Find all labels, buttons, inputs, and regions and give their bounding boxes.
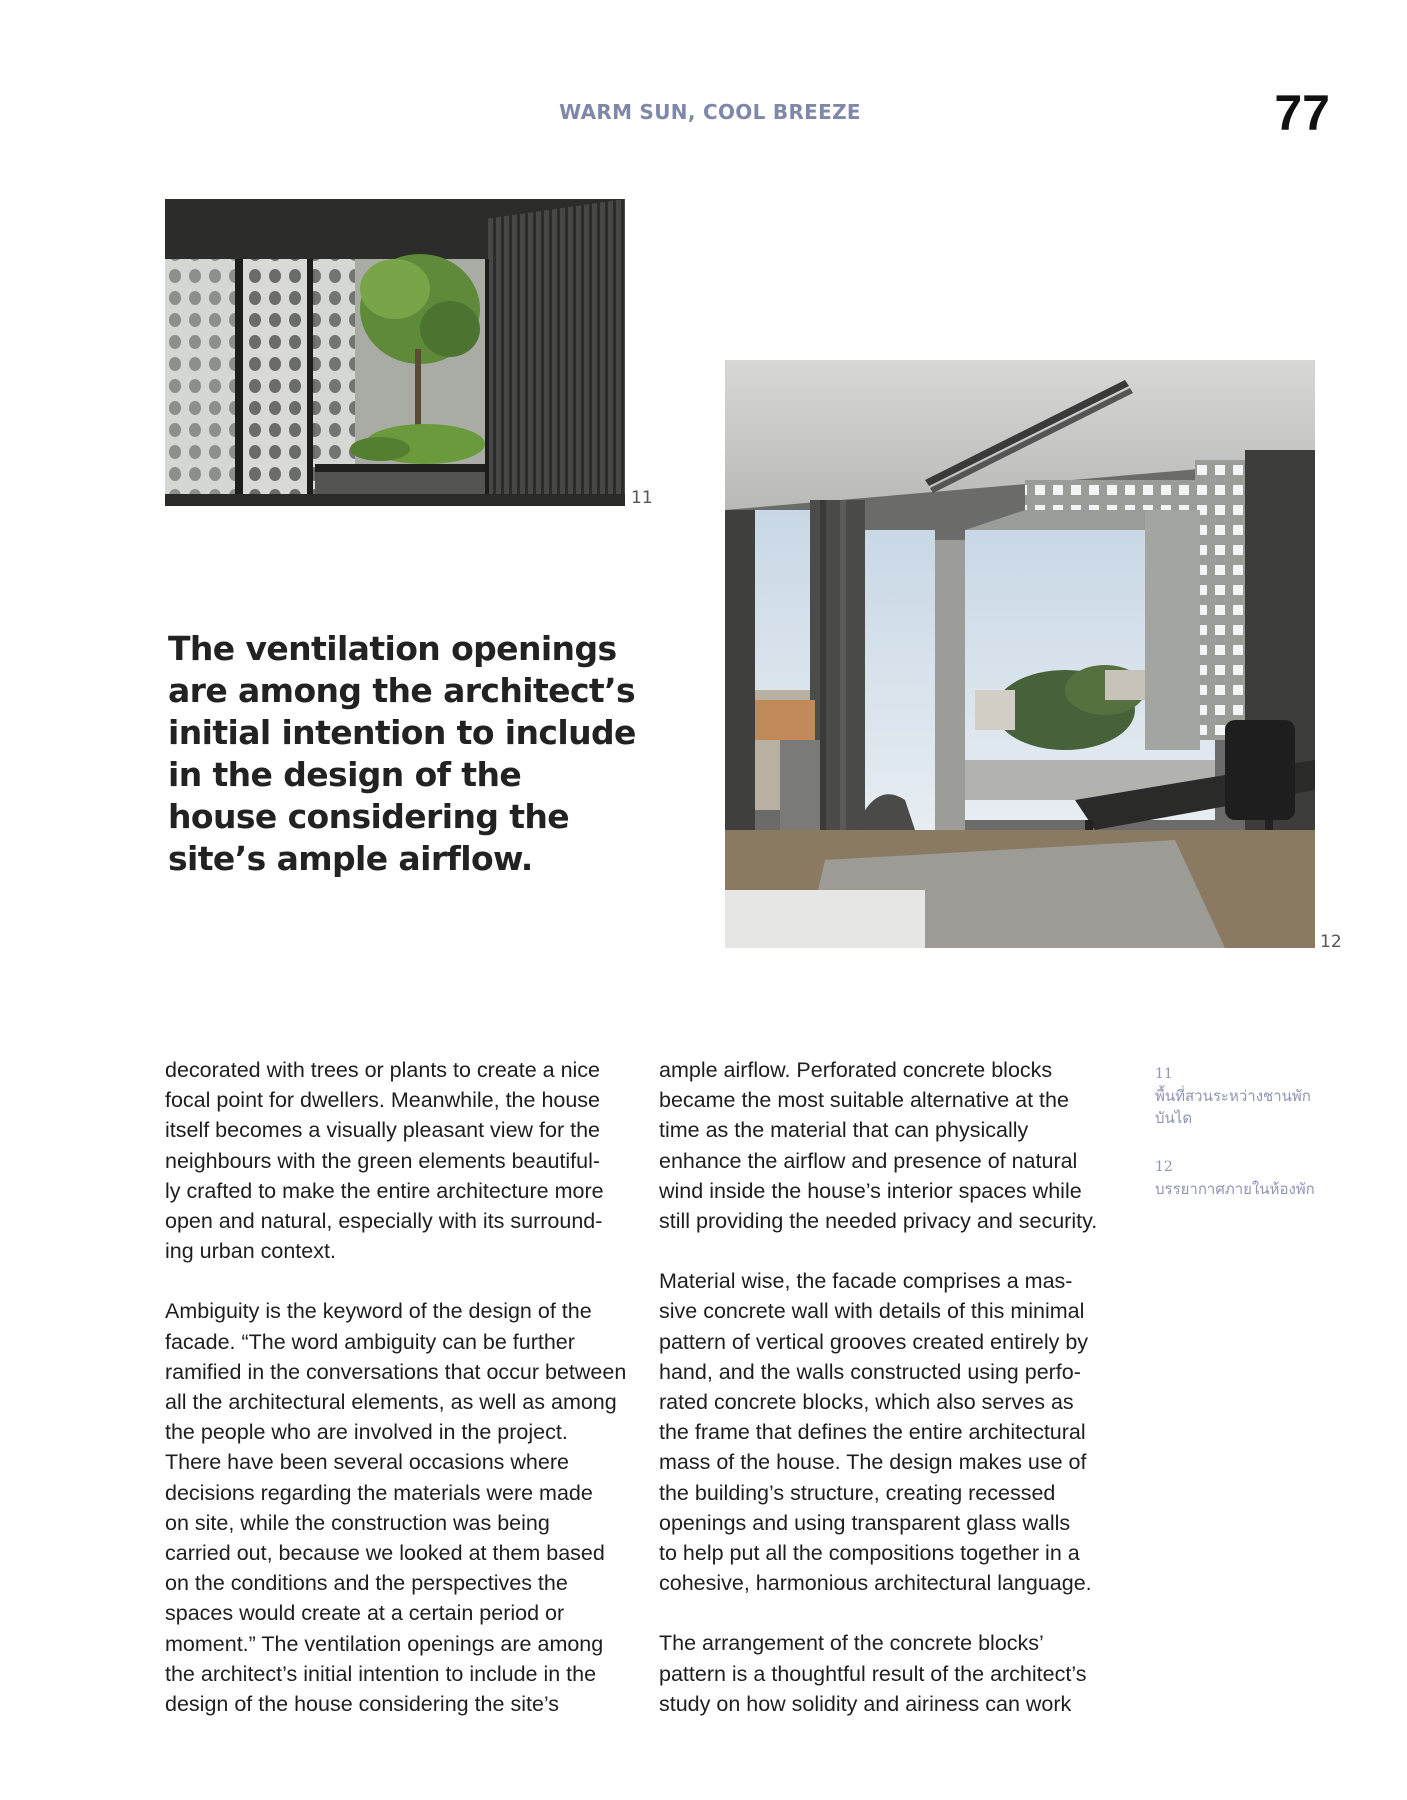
photo-bedroom [725,360,1315,948]
running-header-title: WARM SUN, COOL BREEZE [559,100,861,124]
page-number: 77 [1274,85,1330,141]
sidenote-12 [1155,1156,1355,1200]
sidenote-number: 12 [1155,1159,1173,1175]
body-paragraph: Material wise, the facade comprises a mas- sive concrete wall with details of this minimal pattern of vertical grooves created entirely by hand, and the walls constructed using perfo- rated concrete blocks, which also serves as the frame that defines the entire architectural mass of the house. The design makes use of the building’s structure, creating recessed openings and using transparent glass walls to help put all the compositions together in a cohesive, harmonious architectural language. [659,1269,1092,1596]
sidenote-11 [1155,1063,1355,1129]
photo-atrium-garden [165,199,625,506]
body-paragraph: The arrangement of the concrete blocks’ pattern is a thoughtful result of the architect’s study on how solidity and airiness can work [659,1631,1087,1716]
sidenote-text: บรรยากาศภายในห้องพัก [1155,1180,1315,1198]
body-paragraph: ample airflow. Perforated concrete blocks became the most suitable alternative at the time as the material that can physically enhance the airflow and presence of natural wind inside the house’s interior spaces while still providing the needed privacy and security. [659,1058,1098,1234]
photo-number-12: 12 [1320,932,1342,952]
body-column-1 [165,1055,635,1749]
body-paragraph: Ambiguity is the keyword of the design of the facade. “The word ambiguity can be further ramified in the conversations that occur between all the architectural elements, as well as among the people who are involved in the project. There have been several occasions where decisions regarding the materials were made on site, while the construction was being carried out, because we looked at them based on the conditions and the perspectives the spaces would create at a certain period or moment.” The ventilation openings are among the architect’s initial intention to include in the design of the house considering the site’s [165,1299,627,1717]
sidenote-number: 11 [1155,1066,1173,1082]
pull-quote: The ventilation openings are among the architect’s initial intention to include in the design of the house considering the site’s ample airflow. [168,629,636,878]
body-paragraph: decorated with trees or plants to create a nice focal point for dwellers. Meanwhile, the house itself becomes a visually pleasant view for the neighbours with the green elements beautiful- ly crafted to make the entire architecture more open and natural, especially with its surround- ing urban context. [165,1058,604,1264]
photo-number-11: 11 [631,488,653,508]
body-column-2 [659,1055,1129,1749]
sidenote-text: พื้นที่สวนระหว่างชานพัก บันได [1155,1087,1311,1127]
